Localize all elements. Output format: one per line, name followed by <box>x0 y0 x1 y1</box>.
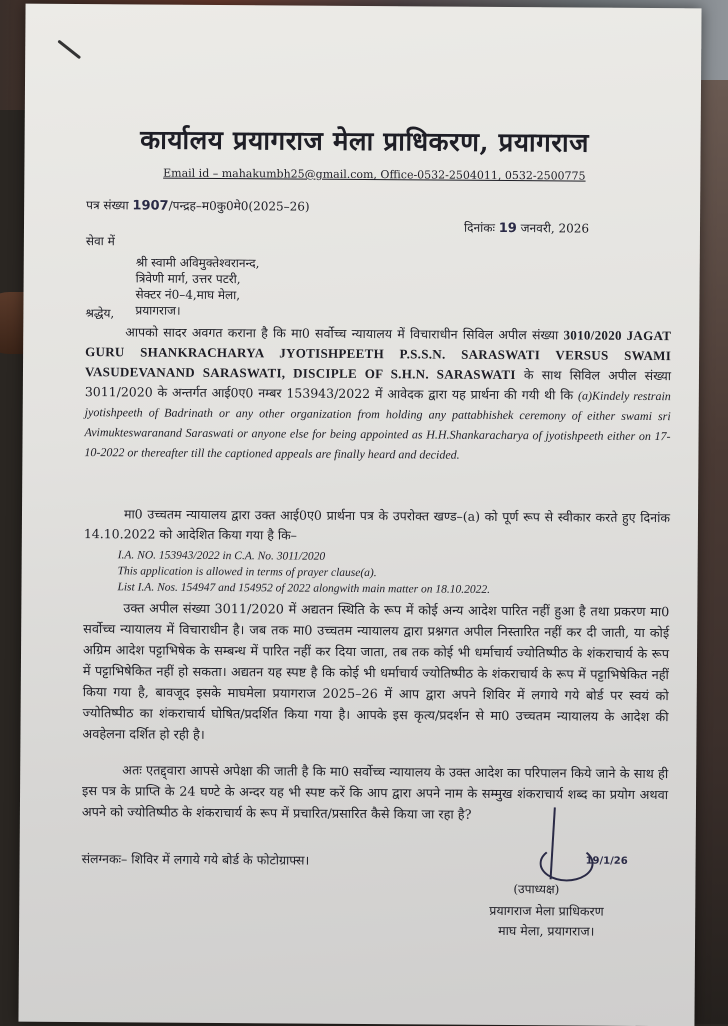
sewa-me: सेवा में <box>85 234 115 249</box>
letter-header-contact: Email id – mahakumbh25@gmail.com, Office-0532-2504011, 0532-2500775 <box>163 166 586 183</box>
signatory-office <box>489 901 604 942</box>
addressee-line: प्रयागराज। <box>135 303 181 318</box>
ref-suffix: /पन्द्रह–म0कु0मे0(2025–26) <box>168 198 310 214</box>
letter-date <box>464 219 589 237</box>
court-order-quote <box>117 547 490 598</box>
letter-paper <box>18 4 701 1026</box>
paragraph-2: मा0 उच्चतम न्यायालय द्वारा उक्त आई0ए0 प्रार्थना पत्र के उपरोक्त खण्ड–(a) को पूर्ण रूप से स्वीकार करते हुए दिनांक 14.10.2022 को आदेशित किया गया है कि– <box>83 506 671 543</box>
ref-number-handwritten: 1907 <box>132 198 169 214</box>
order-line: This application is allowed in terms of prayer clause(a). <box>117 565 377 580</box>
order-line: I.A. NO. 153943/2022 in C.A. No. 3011/2020 <box>117 549 326 563</box>
office-line-2: माघ मेला, प्रयागराज। <box>498 922 595 939</box>
addressee-line: त्रिवेणी मार्ग, उत्तर पटरी, <box>135 271 241 287</box>
staple-mark <box>57 40 81 60</box>
reference-number <box>86 196 310 215</box>
para1-continuation: के साथ सिविल अपील संख्या 3011/2020 के अन्तर्गत आई0ए0 नम्बर 153943/2022 में आवेदक द्वारा यह प्रार्थना की गयी थी कि <box>84 367 672 403</box>
para1-prayer-clause: (a)Kindely restrain jyotishpeeth of Badrinath or any other organization from holding any pattabhishek ceremony of either swami sri Avimukteswaranand Saraswati or anyone else for being appointed as H.H.Shankaracharya of jyotishpeeth either on 17-10-2022 or thereafter till the captioned appeals are finally heard and decided. <box>84 388 671 462</box>
letter-header-title: कार्यालय प्रयागराज मेला प्राधिकरण, प्रयागराज <box>140 125 590 159</box>
paragraph-1 <box>84 322 671 466</box>
paragraph-3: उक्त अपील संख्या 3011/2020 में अद्यतन स्थिति के रूप में कोई अन्य आदेश पारित नहीं हुआ है तथा प्रकरण मा0 सर्वोच्च न्यायालय में विचाराधीन है। जब तक मा0 उच्चतम न्यायालय द्वारा प्रश्नगत अपील निस्तारित नहीं कर दी जाती, या कोई अग्रिम आदेश पट्टाभिषेक के सम्बन्ध में पारित नहीं कर दिया जाता, तब तक कोई भी धर्माचार्य ज्योतिष्पीठ के शंकराचार्य के रूप में पट्टाभिषेकित नहीं हो सकता। अद्यतन यह स्पष्ट है कि कोई भी धर्माचार्य ज्योतिष्पीठ के शंकराचार्य के रूप में पट्टाभिषेकित नहीं किया गया है, बावजूद इसके माघमेला प्रयागराज 2025–26 में आप द्वारा अपने शिविर में लगाये गये बोर्ड पर स्वयं को ज्योतिष्पीठ का शंकराचार्य घोषित/प्रदर्शित किया गया है। आपके इस कृत्य/प्रदर्शन से मा0 उच्चतम न्यायालय के आदेश की अवहेलना दर्शित हो रही है। <box>82 601 670 743</box>
order-line: List I.A. Nos. 154947 and 154952 of 2022 alongwith main matter on 18.10.2022. <box>117 581 491 596</box>
ref-prefix: पत्र संख्या <box>86 198 129 213</box>
date-day-handwritten: 19 <box>498 220 517 237</box>
signatory-designation: (उपाध्यक्ष) <box>513 882 560 897</box>
para1-case-title: 3010/2020 JAGAT GURU SHANKRACHARYA JYOTISHPEETH P.S.S.N. SARASWATI VERSUS SWAMI VASUDEVANAND SARASWATI, DISCIPLE OF S.H.N. SARASWATI <box>84 327 672 383</box>
paragraph-4: अतः एतद्द्वारा आपसे अपेक्षा की जाती है कि मा0 सर्वोच्च न्यायालय के उक्त आदेश का परिपालन किये जाने के साथ ही इस पत्र के प्राप्ति के 24 घण्टे के अन्दर यह भी स्पष्ट करें कि आप द्वारा अपने नाम के सम्मुख शंकराचार्य शब्द का प्रयोग अथवा अपने को ज्योतिष्पीठ के शंकराचार्य के रूप में प्रचारित/प्रसारित कैसे किया जा रहा है? <box>81 763 669 823</box>
date-label: दिनांकः <box>463 220 495 235</box>
addressee-block <box>135 254 259 319</box>
date-rest: जनवरी, 2026 <box>520 221 590 236</box>
office-line-1: प्रयागराज मेला प्राधिकरण <box>489 902 604 919</box>
enclosure-note: संलग्नकः– शिविर में लगाये गये बोर्ड के फोटोग्राफ्स। <box>81 851 310 868</box>
salutation: श्रद्धेय, <box>85 306 115 321</box>
para1-intro: आपको सादर अवगत कराना है कि मा0 सर्वोच्च न्यायालय में विचाराधीन सिविल अपील संख्या <box>125 324 559 343</box>
addressee-line: श्री स्वामी अविमुक्तेश्वरानन्द, <box>135 255 260 271</box>
signature-date: 19/1/26 <box>585 855 628 867</box>
addressee-line: सेक्टर नं0–4,माघ मेला, <box>135 287 241 303</box>
